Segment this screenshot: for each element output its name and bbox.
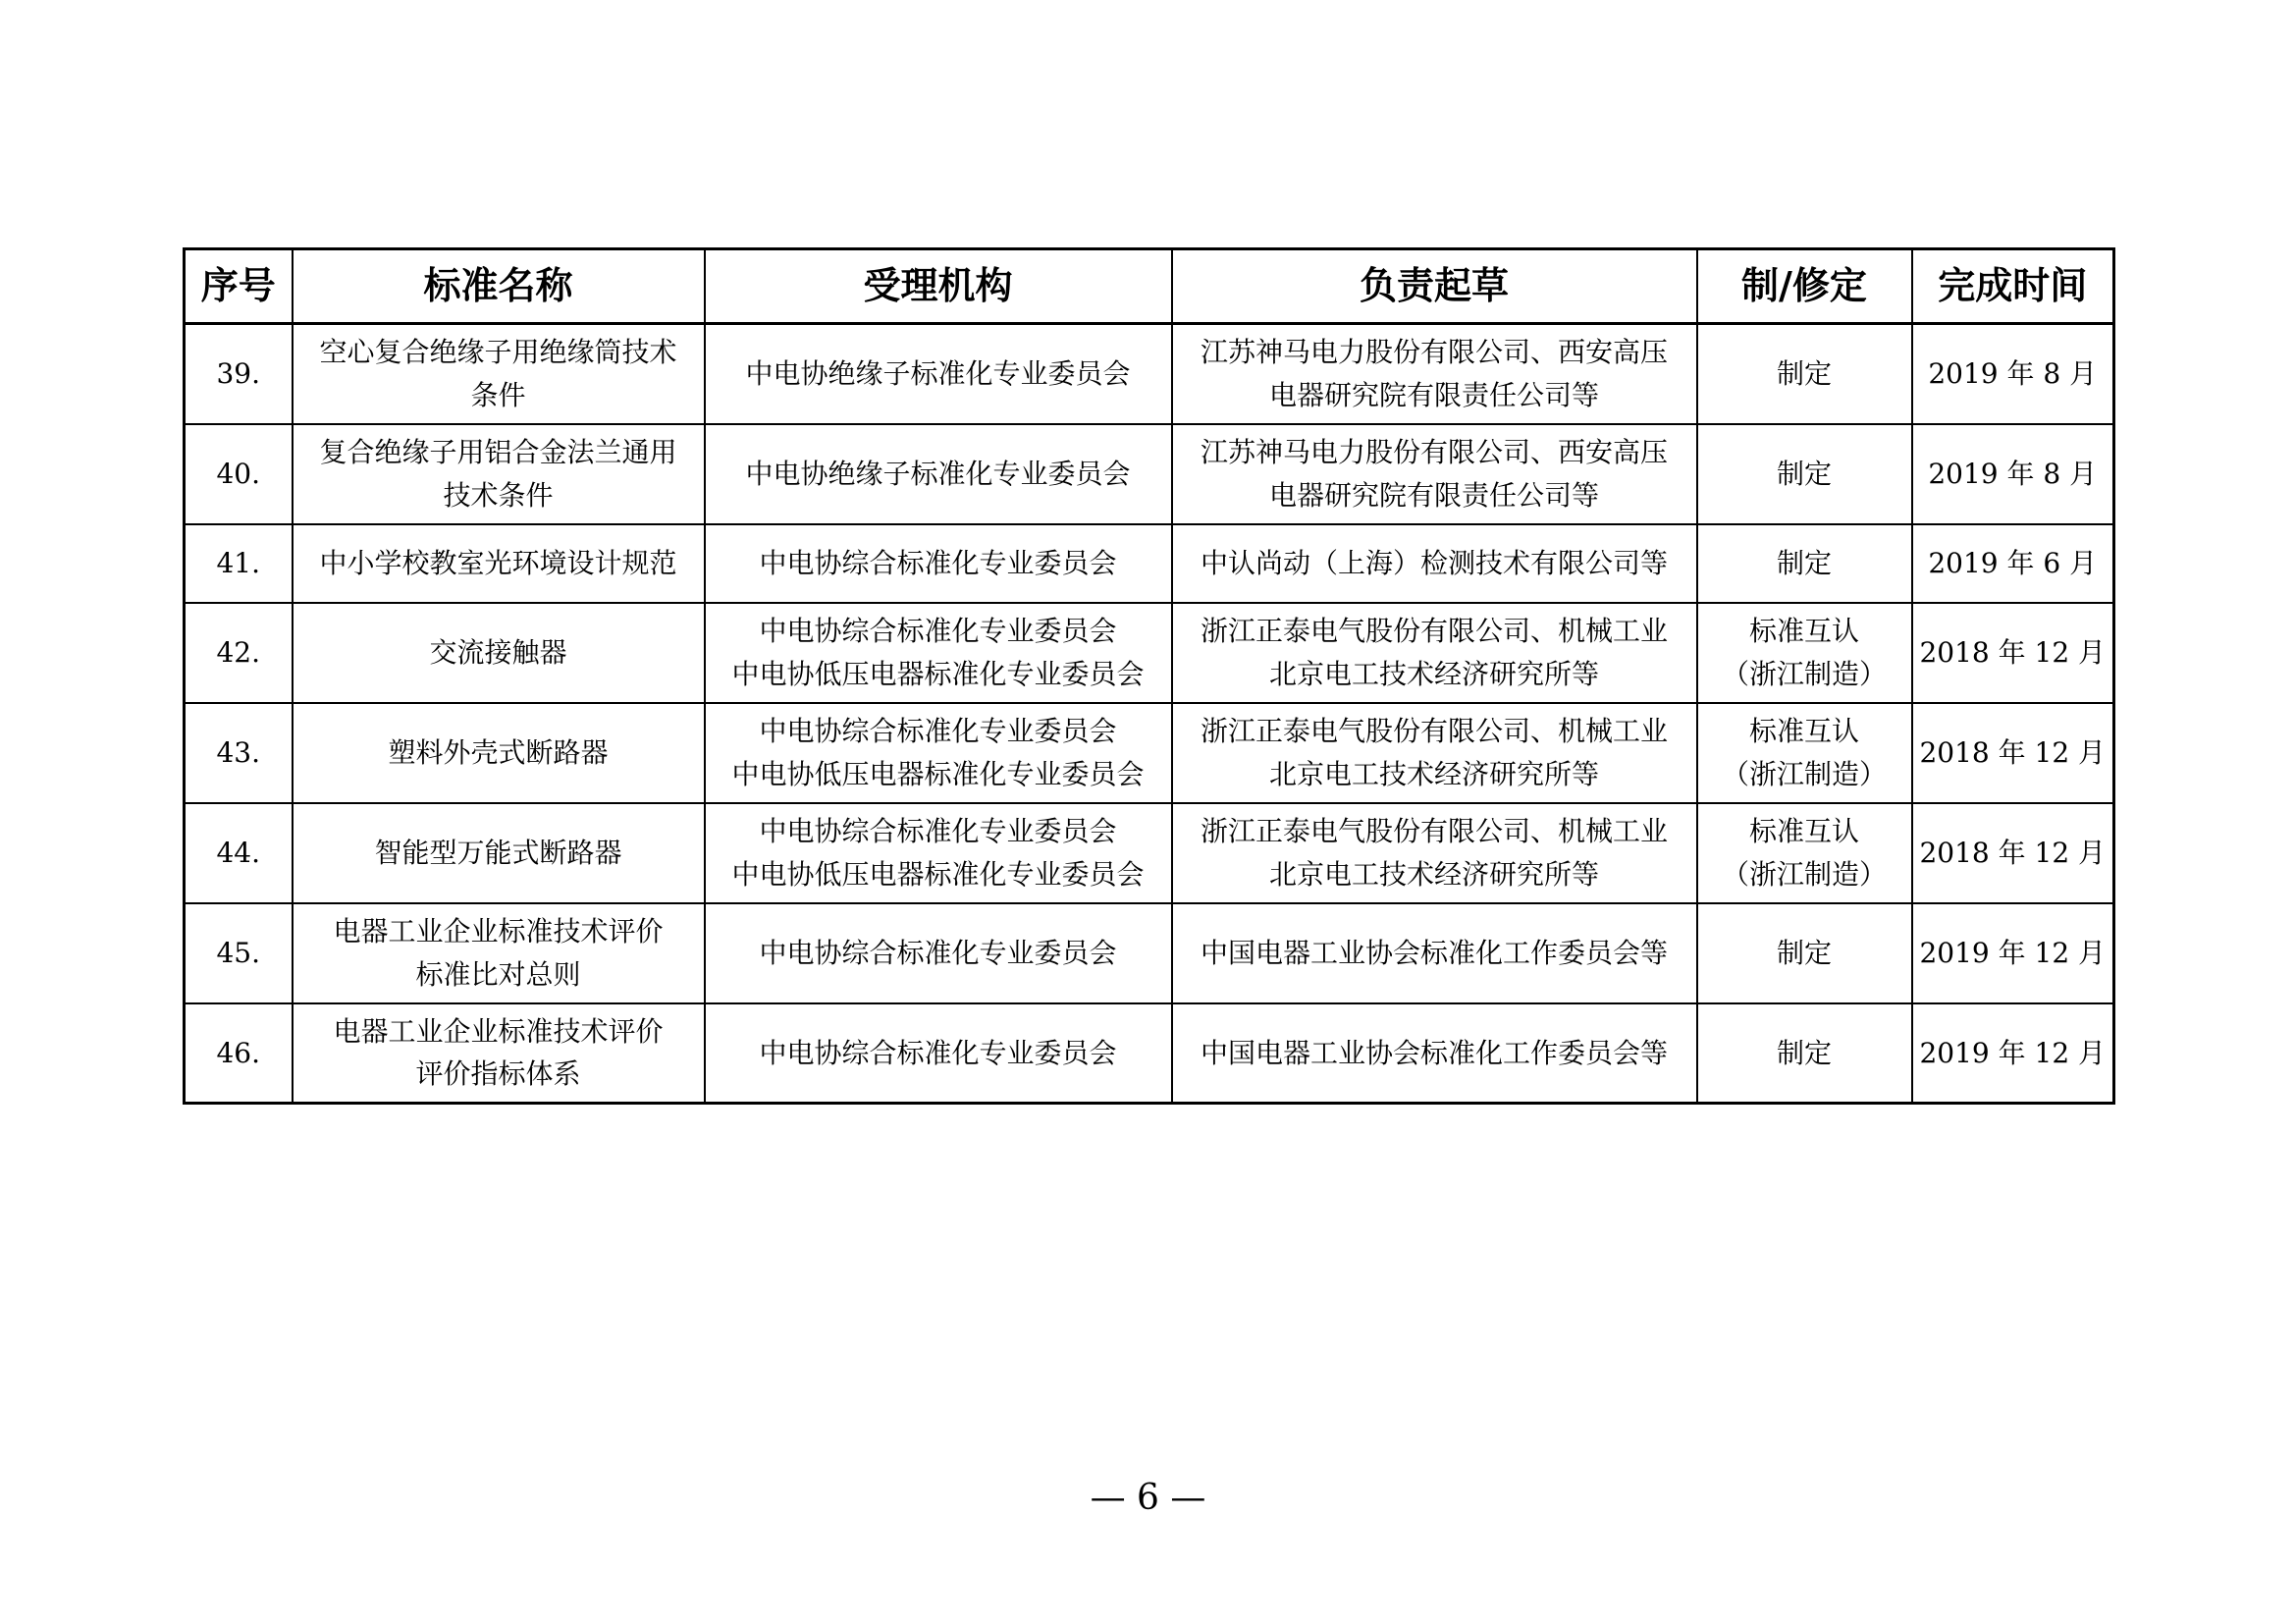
cell-serial-number: 42. [185,603,293,703]
cell-standard-name-line: 智能型万能式断路器 [374,836,622,869]
cell-formulate-revise-line: （浙江制造） [1721,757,1887,790]
cell-formulate-revise [1697,703,1912,803]
cell-lead-drafter-line: 中认尚动（上海）检测技术有限公司等 [1200,546,1668,579]
cell-formulate-revise-line: （浙江制造） [1721,657,1887,690]
cell-accepting-agency-line: 中电协综合标准化专业委员会 [759,546,1117,579]
cell-lead-drafter-line: 浙江正泰电气股份有限公司、机械工业 [1200,715,1668,748]
cell-formulate-revise-line: 制定 [1776,357,1832,391]
cell-standard-name-line: 复合绝缘子用铝合金法兰通用 [319,436,677,469]
header-completion-time: 完成时间 [1912,249,2114,324]
cell-lead-drafter-line: 北京电工技术经济研究所等 [1268,757,1599,790]
cell-formulate-revise-line: （浙江制造） [1721,857,1887,891]
cell-accepting-agency-line: 中电协综合标准化专业委员会 [759,815,1117,848]
cell-standard-name [293,424,705,524]
cell-lead-drafter-line: 北京电工技术经济研究所等 [1268,857,1599,891]
cell-accepting-agency [705,903,1172,1003]
header-lead-drafter: 负责起草 [1172,249,1697,324]
table-row [185,424,2114,524]
cell-standard-name [293,1003,705,1104]
cell-formulate-revise-line: 标准互认 [1748,715,1859,748]
cell-formulate-revise-line: 制定 [1776,546,1832,579]
cell-accepting-agency [705,703,1172,803]
cell-standard-name-line: 空心复合绝缘子用绝缘筒技术 [319,336,677,369]
cell-standard-name-line: 交流接触器 [429,635,567,669]
cell-formulate-revise [1697,524,1912,603]
cell-accepting-agency [705,424,1172,524]
cell-lead-drafter [1172,424,1697,524]
cell-formulate-revise-line: 制定 [1776,457,1832,490]
cell-standard-name [293,703,705,803]
cell-formulate-revise-line: 标准互认 [1748,615,1859,648]
table-row [185,803,2114,903]
cell-completion-time: 2019 年 12 月 [1912,903,2114,1003]
cell-accepting-agency-line: 中电协绝缘子标准化专业委员会 [745,357,1131,391]
cell-completion-time: 2019 年 6 月 [1912,524,2114,603]
cell-completion-time: 2019 年 12 月 [1912,1003,2114,1104]
cell-lead-drafter [1172,803,1697,903]
cell-serial-number: 44. [185,803,293,903]
cell-accepting-agency-line: 中电协综合标准化专业委员会 [759,936,1117,969]
cell-formulate-revise-line: 制定 [1776,1036,1832,1069]
cell-standard-name-line: 技术条件 [443,478,554,512]
cell-standard-name [293,603,705,703]
cell-standard-name-line: 标准比对总则 [415,957,581,991]
cell-formulate-revise [1697,324,1912,424]
cell-standard-name-line: 中小学校教室光环境设计规范 [319,546,677,579]
page-number: — 6 — [1090,1478,1206,1518]
cell-formulate-revise [1697,603,1912,703]
cell-completion-time: 2018 年 12 月 [1912,703,2114,803]
cell-lead-drafter-line: 北京电工技术经济研究所等 [1268,657,1599,690]
cell-completion-time: 2019 年 8 月 [1912,324,2114,424]
header-accepting-agency: 受理机构 [705,249,1172,324]
table-row [185,903,2114,1003]
cell-standard-name-line: 电器工业企业标准技术评价 [333,1014,664,1048]
cell-formulate-revise [1697,903,1912,1003]
cell-lead-drafter-line: 江苏神马电力股份有限公司、西安高压 [1200,436,1668,469]
cell-serial-number: 40. [185,424,293,524]
cell-formulate-revise [1697,1003,1912,1104]
cell-standard-name-line: 评价指标体系 [415,1057,581,1091]
header-formulate-revise: 制/修定 [1697,249,1912,324]
cell-accepting-agency [705,803,1172,903]
cell-accepting-agency-line: 中电协绝缘子标准化专业委员会 [745,457,1131,490]
cell-serial-number: 39. [185,324,293,424]
cell-standard-name [293,803,705,903]
cell-lead-drafter-line: 江苏神马电力股份有限公司、西安高压 [1200,336,1668,369]
cell-standard-name [293,524,705,603]
cell-formulate-revise [1697,803,1912,903]
cell-completion-time: 2019 年 8 月 [1912,424,2114,524]
cell-accepting-agency-line: 中电协低压电器标准化专业委员会 [731,857,1145,891]
cell-standard-name-line: 塑料外壳式断路器 [388,735,609,769]
cell-lead-drafter-line: 中国电器工业协会标准化工作委员会等 [1200,1036,1668,1069]
table-body [185,324,2114,1104]
cell-serial-number: 45. [185,903,293,1003]
cell-serial-number: 41. [185,524,293,603]
cell-lead-drafter [1172,603,1697,703]
cell-lead-drafter [1172,903,1697,1003]
cell-accepting-agency [705,1003,1172,1104]
cell-formulate-revise [1697,424,1912,524]
standards-table [183,247,2115,1105]
header-standard-name: 标准名称 [293,249,705,324]
table-row [185,524,2114,603]
table-row [185,324,2114,424]
cell-lead-drafter-line: 电器研究院有限责任公司等 [1268,478,1599,512]
cell-lead-drafter [1172,1003,1697,1104]
cell-standard-name [293,903,705,1003]
table-row [185,1003,2114,1104]
header-serial-number: 序号 [185,249,293,324]
cell-accepting-agency-line: 中电协低压电器标准化专业委员会 [731,757,1145,790]
cell-accepting-agency-line: 中电协综合标准化专业委员会 [759,615,1117,648]
cell-lead-drafter [1172,703,1697,803]
cell-standard-name-line: 条件 [470,378,526,411]
cell-lead-drafter-line: 中国电器工业协会标准化工作委员会等 [1200,936,1668,969]
cell-serial-number: 46. [185,1003,293,1104]
cell-formulate-revise-line: 标准互认 [1748,815,1859,848]
cell-accepting-agency-line: 中电协低压电器标准化专业委员会 [731,657,1145,690]
cell-serial-number: 43. [185,703,293,803]
cell-lead-drafter [1172,524,1697,603]
cell-accepting-agency [705,324,1172,424]
cell-accepting-agency [705,524,1172,603]
cell-lead-drafter-line: 浙江正泰电气股份有限公司、机械工业 [1200,815,1668,848]
cell-lead-drafter [1172,324,1697,424]
cell-accepting-agency-line: 中电协综合标准化专业委员会 [759,1036,1117,1069]
cell-lead-drafter-line: 电器研究院有限责任公司等 [1268,378,1599,411]
cell-lead-drafter-line: 浙江正泰电气股份有限公司、机械工业 [1200,615,1668,648]
cell-completion-time: 2018 年 12 月 [1912,603,2114,703]
cell-accepting-agency-line: 中电协综合标准化专业委员会 [759,715,1117,748]
table-row [185,603,2114,703]
cell-accepting-agency [705,603,1172,703]
table-row [185,703,2114,803]
cell-standard-name [293,324,705,424]
table-header-row [185,249,2114,324]
cell-standard-name-line: 电器工业企业标准技术评价 [333,915,664,948]
cell-formulate-revise-line: 制定 [1776,936,1832,969]
cell-completion-time: 2018 年 12 月 [1912,803,2114,903]
